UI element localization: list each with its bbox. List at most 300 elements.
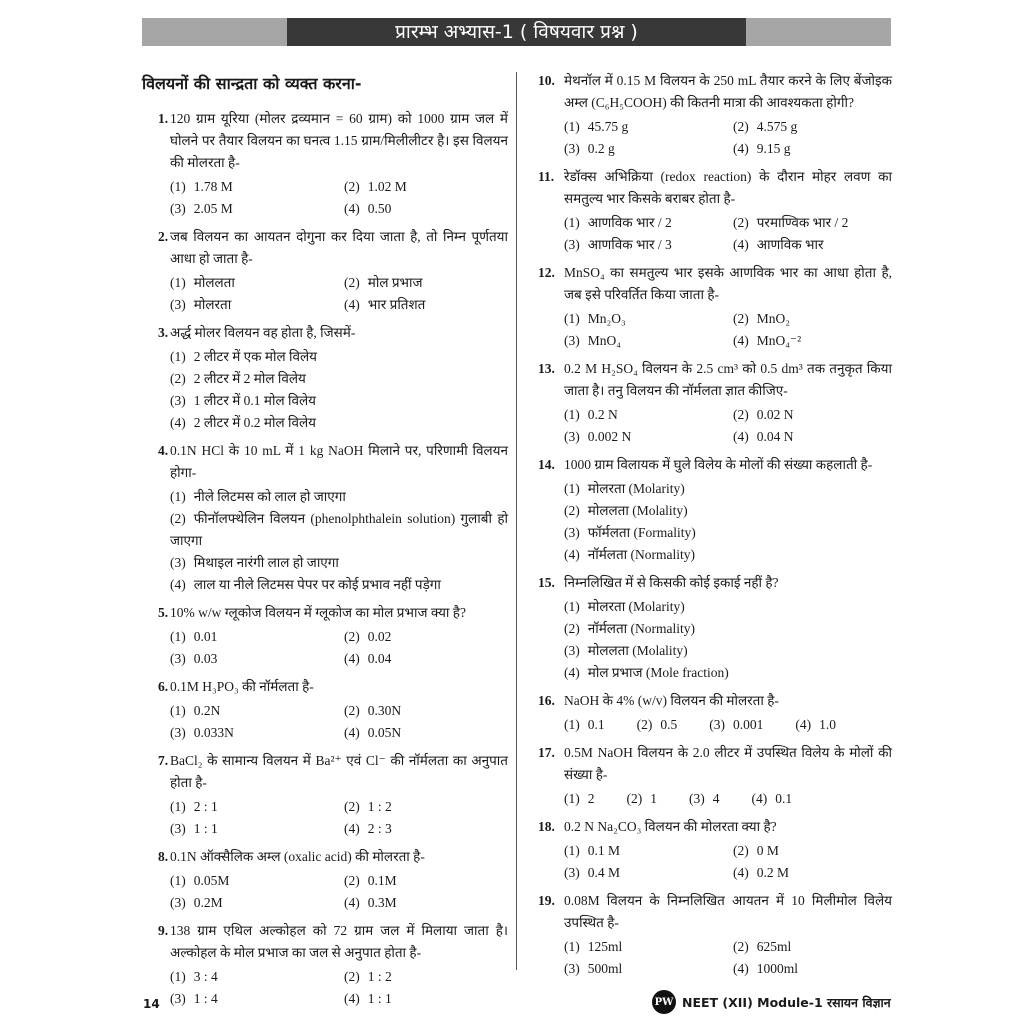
section-heading: विलयनों की सान्द्रता को व्यक्त करना- (142, 74, 362, 93)
option-3 (170, 892, 334, 914)
option-3 (170, 988, 334, 1010)
option-text: 0.01 (193, 629, 218, 644)
option-text: 0.02 (367, 629, 392, 644)
option-index: (3) (564, 865, 580, 880)
option-text: फीनॉलफ्थेलिन विलयन (phenolphthalein solution) गुलाबी हो जाएगा (170, 511, 508, 548)
option-index: (4) (170, 415, 186, 430)
option-2 (344, 966, 508, 988)
question-15 (528, 572, 892, 684)
option-index: (1) (564, 599, 580, 614)
question-text: 0.1N HCl के 10 mL में 1 kg NaOH मिलाने पर, परिणामी विलयन होगा- (170, 443, 508, 480)
option-index: (2) (344, 969, 360, 984)
option-text: 9.15 g (756, 141, 791, 156)
option-text: 0.2 g (587, 141, 615, 156)
option-1 (564, 212, 723, 234)
question-10 (528, 70, 892, 160)
question-text: 0.2 N Na₂CO₃ विलयन की मोलरता क्या है? (564, 819, 777, 834)
option-index: (4) (344, 895, 360, 910)
option-index: (3) (170, 297, 186, 312)
option-text: 2 (587, 791, 595, 806)
option-1 (170, 626, 334, 648)
option-4 (344, 648, 508, 670)
option-3 (564, 426, 723, 448)
option-index: (1) (170, 349, 186, 364)
option-2 (733, 404, 892, 426)
option-1 (564, 116, 723, 138)
option-2 (733, 936, 892, 958)
option-2 (564, 618, 892, 640)
option-index: (3) (564, 429, 580, 444)
option-index: (4) (733, 961, 749, 976)
option-index: (4) (344, 725, 360, 740)
option-text: 0.04 (367, 651, 392, 666)
option-index: (1) (170, 629, 186, 644)
option-text: 0.1M (367, 873, 397, 888)
option-index: (2) (733, 407, 749, 422)
option-3 (170, 818, 334, 840)
option-index: (3) (170, 991, 186, 1006)
option-2 (627, 788, 658, 810)
option-index: (1) (564, 311, 580, 326)
option-text: मोललता (Molality) (587, 503, 688, 518)
option-index: (1) (564, 407, 580, 422)
option-index: (4) (733, 429, 749, 444)
question-number: 12. (538, 265, 555, 280)
option-text: 1.78 M (193, 179, 233, 194)
option-4 (795, 714, 836, 736)
question-number: 8. (158, 849, 169, 864)
option-text: 0.2 M (756, 865, 790, 880)
option-text: मोलरता (Molarity) (587, 481, 685, 496)
options-list (170, 796, 508, 840)
options-list (170, 346, 508, 434)
option-text: MnO₂ (756, 311, 790, 326)
option-index: (3) (170, 201, 186, 216)
option-text: 0.5 (660, 717, 678, 732)
options-list (170, 870, 508, 914)
option-1 (564, 840, 723, 862)
option-1 (170, 346, 508, 368)
option-text: 45.75 g (587, 119, 629, 134)
option-text: 0.02 N (756, 407, 794, 422)
option-4 (752, 788, 793, 810)
question-text: जब विलयन का आयतन दोगुना कर दिया जाता है, तो निम्न पूर्णतया आधा हो जाता है- (170, 229, 508, 266)
option-index: (4) (344, 201, 360, 216)
option-3 (689, 788, 720, 810)
question-16 (528, 690, 892, 736)
options-list (564, 714, 892, 736)
option-3 (709, 714, 763, 736)
option-text: 625ml (756, 939, 792, 954)
option-index: (2) (170, 371, 186, 386)
option-4 (733, 958, 892, 980)
option-index: (3) (564, 961, 580, 976)
option-text: मोललता (193, 275, 235, 290)
option-index: (3) (564, 141, 580, 156)
option-index: (4) (733, 333, 749, 348)
option-index: (1) (170, 275, 186, 290)
question-text: 138 ग्राम एथिल अल्कोहल को 72 ग्राम जल में मिलाया जाता है। अल्कोहल के मोल प्रभाज का जल से अनुपात होता है- (170, 923, 508, 960)
options-list (564, 788, 892, 810)
option-text: 0.002 N (587, 429, 632, 444)
options-list (564, 596, 892, 684)
option-text: मोलरता (193, 297, 232, 312)
option-index: (2) (170, 511, 186, 526)
option-4 (344, 988, 508, 1010)
option-index: (1) (170, 179, 186, 194)
page-number: 14 (143, 997, 160, 1011)
option-index: (2) (636, 717, 653, 732)
option-text: 0.1 M (587, 843, 621, 858)
question-number: 5. (158, 605, 169, 620)
question-number: 14. (538, 457, 555, 472)
option-index: (3) (564, 333, 580, 348)
option-4 (733, 138, 892, 160)
option-text: 2 लीटर में 0.2 मोल विलेय (193, 415, 317, 430)
option-text: 1 : 2 (367, 969, 392, 984)
option-index: (4) (344, 991, 360, 1006)
option-1 (170, 486, 508, 508)
option-text: 0.2 N (587, 407, 618, 422)
book-title: NEET (XII) Module-1 रसायन विज्ञान (682, 994, 891, 1010)
option-text: नॉर्मलता (Normality) (587, 547, 696, 562)
option-1 (564, 714, 605, 736)
option-index: (3) (689, 791, 705, 806)
option-1 (170, 176, 334, 198)
right-column (528, 70, 892, 986)
option-3 (170, 390, 508, 412)
option-1 (170, 966, 334, 988)
option-3 (564, 234, 723, 256)
option-text: 0.04 N (756, 429, 794, 444)
option-text: परमाण्विक भार / 2 (756, 215, 849, 230)
question-text: 1000 ग्राम विलायक में घुले विलेय के मोलों की संख्या कहलाती है- (564, 457, 873, 472)
question-17 (528, 742, 892, 810)
option-4 (344, 818, 508, 840)
option-4 (344, 892, 508, 914)
option-index: (1) (564, 791, 580, 806)
question-number: 15. (538, 575, 555, 590)
option-text: 0.2M (193, 895, 223, 910)
option-index: (1) (170, 799, 186, 814)
option-2 (344, 796, 508, 818)
question-text: अर्द्ध मोलर विलयन वह होता है, जिसमें- (170, 325, 356, 340)
option-2 (170, 368, 508, 390)
option-text: 0.3M (367, 895, 397, 910)
option-text: मोललता (Molality) (587, 643, 688, 658)
option-text: 4 (712, 791, 720, 806)
question-text: 0.1N ऑक्सैलिक अम्ल (oxalic acid) की मोलरता है- (170, 849, 425, 864)
option-text: 0.033N (193, 725, 234, 740)
option-text: 1 : 1 (367, 991, 392, 1006)
option-index: (4) (344, 821, 360, 836)
option-index: (1) (170, 489, 186, 504)
option-text: 2 लीटर में 2 मोल विलेय (193, 371, 306, 386)
option-index: (1) (170, 969, 186, 984)
option-2 (733, 116, 892, 138)
option-text: 1000ml (756, 961, 799, 976)
option-index: (4) (751, 791, 768, 806)
option-text: 0.30N (367, 703, 402, 718)
option-text: मोल प्रभाज (Mole fraction) (587, 665, 729, 680)
option-3 (170, 552, 508, 574)
option-1 (564, 478, 892, 500)
option-4 (344, 294, 508, 316)
option-1 (564, 596, 892, 618)
option-text: 0.001 (733, 717, 764, 732)
option-index: (3) (170, 393, 186, 408)
option-index: (3) (170, 555, 186, 570)
option-text: लाल या नीले लिटमस पेपर पर कोई प्रभाव नहीं पड़ेगा (193, 577, 441, 592)
options-list (564, 478, 892, 566)
option-2 (344, 870, 508, 892)
option-3 (564, 138, 723, 160)
question-4 (142, 440, 508, 596)
question-text: 10% w/w ग्लूकोज विलयन में ग्लूकोज का मोल प्रभाज क्या है? (170, 605, 466, 620)
option-1 (170, 870, 334, 892)
option-index: (3) (170, 821, 186, 836)
question-11 (528, 166, 892, 256)
option-index: (2) (733, 843, 749, 858)
question-text: निम्नलिखित में से किसकी कोई इकाई नहीं है? (564, 575, 779, 590)
option-index: (2) (564, 621, 580, 636)
option-index: (2) (344, 629, 360, 644)
question-number: 2. (158, 229, 169, 244)
question-text: 0.08M विलयन के निम्नलिखित आयतन में 10 मिलीमोल विलेय उपस्थित है- (564, 893, 892, 930)
option-2 (733, 212, 892, 234)
option-text: 125ml (587, 939, 623, 954)
question-number: 4. (158, 443, 169, 458)
option-text: 1 : 4 (193, 991, 218, 1006)
options-list (170, 626, 508, 670)
option-text: 0.50 (367, 201, 392, 216)
option-text: 0.1 (775, 791, 793, 806)
option-text: 2 : 3 (367, 821, 392, 836)
options-list (564, 116, 892, 160)
option-index: (2) (344, 703, 360, 718)
question-number: 9. (158, 923, 169, 938)
option-4 (733, 234, 892, 256)
option-index: (3) (564, 525, 580, 540)
option-2 (637, 714, 678, 736)
option-index: (2) (626, 791, 643, 806)
option-4 (344, 722, 508, 744)
question-text: 120 ग्राम यूरिया (मोलर द्रव्यमान = 60 ग्राम) को 1000 ग्राम जल में घोलने पर तैयार विलयन का घनत्व 1.15 ग्राम/मिलीलीटर है। इस विलयन की मोलरता है- (170, 111, 508, 170)
question-number: 1. (158, 111, 169, 126)
option-index: (1) (564, 843, 580, 858)
option-4 (733, 862, 892, 884)
question-text: 0.5M NaOH विलयन के 2.0 लीटर में उपस्थित विलेय के मोलों की संख्या है- (564, 745, 892, 782)
question-14 (528, 454, 892, 566)
option-3 (170, 198, 334, 220)
option-text: 1 : 1 (193, 821, 218, 836)
option-1 (564, 308, 723, 330)
option-2 (170, 508, 508, 552)
option-index: (3) (170, 895, 186, 910)
option-index: (2) (564, 503, 580, 518)
option-text: आणविक भार / 3 (587, 237, 672, 252)
option-1 (170, 272, 334, 294)
option-3 (564, 330, 723, 352)
option-index: (2) (344, 799, 360, 814)
option-index: (2) (344, 275, 360, 290)
option-text: मिथाइल नारंगी लाल हो जाएगा (193, 555, 339, 570)
options-list (170, 966, 508, 1010)
option-2 (733, 840, 892, 862)
option-text: 1.0 (819, 717, 836, 732)
options-list (564, 840, 892, 884)
option-index: (1) (564, 939, 580, 954)
option-text: 2 : 1 (193, 799, 218, 814)
options-list (564, 212, 892, 256)
option-3 (170, 722, 334, 744)
option-4 (170, 412, 508, 434)
option-4 (344, 198, 508, 220)
question-number: 10. (538, 73, 555, 88)
option-index: (1) (564, 717, 580, 732)
option-index: (4) (170, 577, 186, 592)
question-text: मेथनॉल में 0.15 M विलयन के 250 mL तैयार करने के लिए बेंजोइक अम्ल (C₆H₅COOH) की कितनी मात्रा की आवश्यकता होगी? (564, 73, 892, 110)
question-number: 18. (538, 819, 555, 834)
question-5 (142, 602, 508, 670)
option-2 (733, 308, 892, 330)
question-number: 16. (538, 693, 555, 708)
option-index: (1) (564, 119, 580, 134)
option-index: (4) (795, 717, 812, 732)
question-12 (528, 262, 892, 352)
option-index: (4) (344, 651, 360, 666)
option-1 (170, 796, 334, 818)
option-text: 2 लीटर में एक मोल विलेय (193, 349, 317, 364)
option-index: (1) (564, 481, 580, 496)
option-text: 0.05M (193, 873, 230, 888)
option-1 (564, 788, 595, 810)
option-text: आणविक भार (756, 237, 824, 252)
options-list (170, 176, 508, 220)
question-13 (528, 358, 892, 448)
option-text: 0.2N (193, 703, 221, 718)
option-index: (4) (564, 547, 580, 562)
option-text: भार प्रतिशत (367, 297, 426, 312)
option-3 (564, 958, 723, 980)
option-index: (2) (733, 119, 749, 134)
option-index: (4) (564, 665, 580, 680)
option-3 (170, 294, 334, 316)
option-text: नॉर्मलता (Normality) (587, 621, 696, 636)
option-index: (2) (344, 179, 360, 194)
option-text: 500ml (587, 961, 623, 976)
option-3 (564, 640, 892, 662)
option-text: 4.575 g (756, 119, 798, 134)
option-4 (733, 330, 892, 352)
option-text: आणविक भार / 2 (587, 215, 672, 230)
question-text: BaCl₂ के सामान्य विलयन में Ba²⁺ एवं Cl⁻ की नॉर्मलता का अनुपात होता है- (170, 753, 508, 790)
option-text: Mn₂O₃ (587, 311, 626, 326)
option-text: 1 लीटर में 0.1 मोल विलेय (193, 393, 317, 408)
question-7 (142, 750, 508, 840)
option-index: (3) (564, 237, 580, 252)
option-index: (3) (564, 643, 580, 658)
question-number: 17. (538, 745, 555, 760)
question-number: 13. (538, 361, 555, 376)
question-text: MnSO₄ का समतुल्य भार इसके आणविक भार का आधा होता है, जब इसे परिवर्तित किया जाता है- (564, 265, 892, 302)
option-3 (564, 522, 892, 544)
option-index: (2) (733, 939, 749, 954)
page-title: प्रारम्भ अभ्यास-1 ( विषयवार प्रश्न ) (287, 18, 746, 46)
option-index: (3) (709, 717, 725, 732)
option-1 (564, 936, 723, 958)
question-19 (528, 890, 892, 980)
question-8 (142, 846, 508, 914)
option-text: 2.05 M (193, 201, 233, 216)
question-9 (142, 920, 508, 1010)
option-text: मोलरता (Molarity) (587, 599, 685, 614)
question-text: रेडॉक्स अभिक्रिया (redox reaction) के दौरान मोहर लवण का समतुल्य भार किसके बराबर होता है- (564, 169, 892, 206)
option-text: 1.02 M (367, 179, 407, 194)
option-3 (170, 648, 334, 670)
option-2 (344, 700, 508, 722)
pw-logo-icon: PW (652, 990, 676, 1014)
option-index: (1) (564, 215, 580, 230)
option-index: (1) (170, 873, 186, 888)
option-4 (564, 544, 892, 566)
column-divider (516, 72, 517, 970)
option-text: MnO₄⁻² (756, 333, 802, 348)
left-column (142, 70, 508, 1016)
question-text: NaOH के 4% (w/v) विलयन की मोलरता है- (564, 693, 779, 708)
option-index: (3) (170, 651, 186, 666)
option-4 (170, 574, 508, 596)
option-index: (4) (344, 297, 360, 312)
option-text: मोल प्रभाज (367, 275, 423, 290)
question-text: 0.1M H₃PO₃ की नॉर्मलता है- (170, 679, 314, 694)
question-text: 0.2 M H₂SO₄ विलयन के 2.5 cm³ को 0.5 dm³ तक तनुकृत किया जाता है। तनु विलयन की नॉर्मलता ज्ञात कीजिए- (564, 361, 892, 398)
option-4 (564, 662, 892, 684)
option-index: (2) (733, 215, 749, 230)
question-2 (142, 226, 508, 316)
option-text: 0.4 M (587, 865, 621, 880)
question-18 (528, 816, 892, 884)
option-index: (2) (733, 311, 749, 326)
option-4 (733, 426, 892, 448)
option-text: 1 (650, 791, 657, 806)
option-text: 0.03 (193, 651, 218, 666)
option-2 (344, 272, 508, 294)
options-list (564, 404, 892, 448)
option-text: 3 : 4 (193, 969, 218, 984)
option-index: (1) (170, 703, 186, 718)
option-index: (3) (170, 725, 186, 740)
question-number: 11. (538, 169, 555, 184)
option-text: नीले लिटमस को लाल हो जाएगा (193, 489, 346, 504)
option-3 (564, 862, 723, 884)
options-list (170, 486, 508, 596)
question-number: 19. (538, 893, 555, 908)
option-text: फॉर्मलता (Formality) (587, 525, 696, 540)
option-text: MnO₄ (587, 333, 621, 348)
question-3 (142, 322, 508, 434)
option-text: 0 M (756, 843, 779, 858)
option-text: 0.05N (367, 725, 402, 740)
option-2 (344, 626, 508, 648)
option-index: (4) (733, 237, 749, 252)
options-list (170, 272, 508, 316)
option-index: (4) (733, 141, 749, 156)
question-1 (142, 108, 508, 220)
options-list (564, 308, 892, 352)
question-number: 3. (158, 325, 169, 340)
options-list (564, 936, 892, 980)
